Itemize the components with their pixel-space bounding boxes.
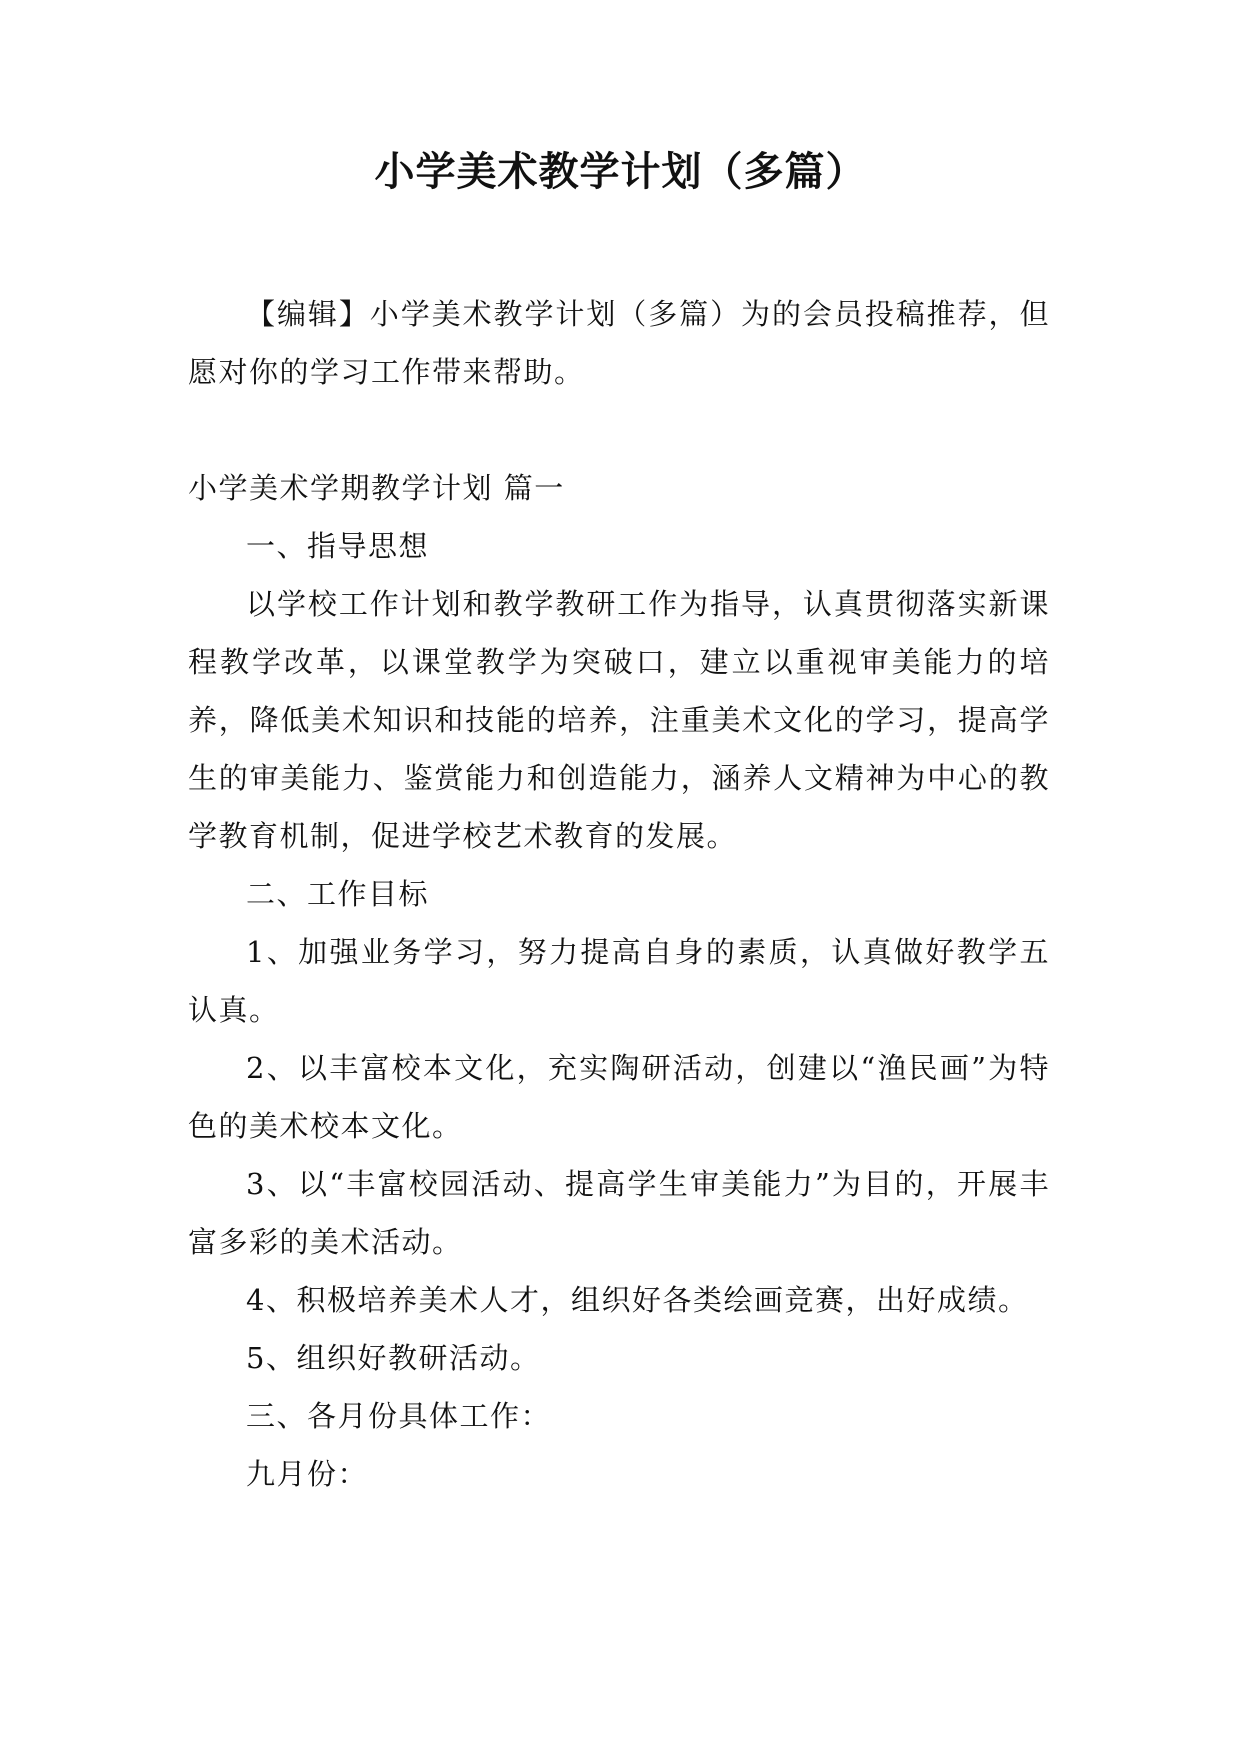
document-body — [188, 285, 1050, 1503]
month-september: 九月份： — [246, 1457, 369, 1491]
goal-item-1: 1、加强业务学习，努力提高自身的素质，认真做好教学五认真。 — [188, 935, 1050, 1027]
goal-item-2: 2、以丰富校本文化，充实陶研活动，创建以“渔民画”为特色的美术校本文化。 — [188, 1051, 1050, 1143]
paragraph-guiding-thought: 以学校工作计划和教学教研工作为指导，认真贯彻落实新课程教学改革，以课堂教学为突破口，建立以重视审美能力的培养，降低美术知识和技能的培养，注重美术文化的学习，提高学生的审美能力、鉴赏能力和创造能力，涵养人文精神为中心的教学教育机制，促进学校艺术教育的发展。 — [188, 587, 1050, 853]
goal-item-4: 4、积极培养美术人才，组织好各类绘画竞赛，出好成绩。 — [246, 1283, 1029, 1317]
document-title: 小学美术教学计划（多篇） — [374, 148, 867, 195]
heading-monthly-work: 三、各月份具体工作： — [246, 1399, 552, 1433]
intro-paragraph: 【编辑】小学美术教学计划（多篇）为的会员投稿推荐，但愿对你的学习工作带来帮助。 — [188, 297, 1050, 389]
heading-guiding-thought: 一、指导思想 — [246, 529, 430, 563]
section-heading: 小学美术学期教学计划 篇一 — [188, 471, 565, 505]
goal-item-5: 5、组织好教研活动。 — [246, 1341, 541, 1375]
heading-work-goals: 二、工作目标 — [246, 877, 430, 911]
goal-item-3: 3、以“丰富校园活动、提高学生审美能力”为目的，开展丰富多彩的美术活动。 — [188, 1167, 1050, 1259]
